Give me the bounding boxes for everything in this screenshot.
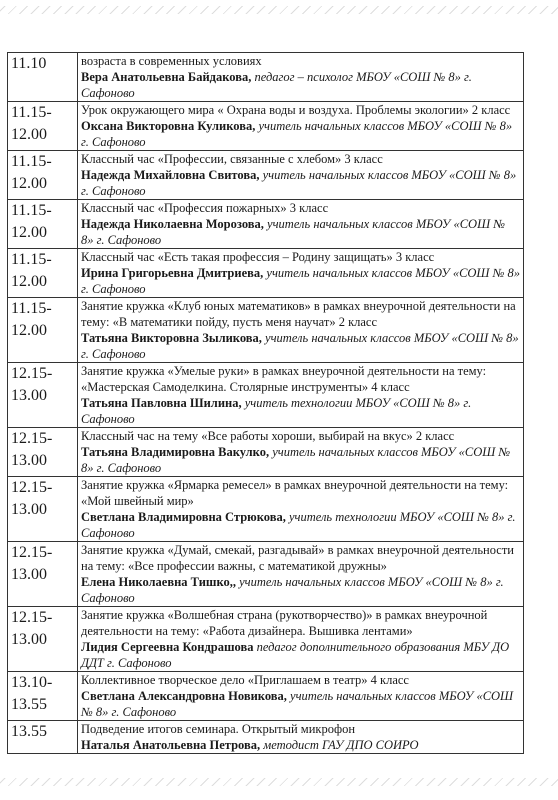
event-title: Занятие кружка «Думай, смекай, разгадывай» в рамках внеурочной деятельности на тему: «Все профессии важны, с математикой дружны» (81, 543, 514, 573)
event-title: Занятие кружка «Клуб юных математиков» в рамках внеурочной деятельности на тему: «В математики пойду, пусть меня научат» 2 класс (81, 299, 516, 329)
time-cell: 11.10 (8, 53, 78, 102)
schedule-row (8, 363, 524, 428)
presenter-name: Оксана Викторовна Куликова, (81, 119, 256, 133)
time-cell: 11.15- 12.00 (8, 151, 78, 200)
description-cell (78, 607, 524, 672)
presenter-role: педагог – психолог МБОУ «СОШ № 8» г. Сафоново (81, 70, 472, 100)
schedule-row (8, 53, 524, 102)
presenter-name: Наталья Анатольевна Петрова, (81, 738, 261, 752)
presenter-role: учитель начальных классов МБОУ «СОШ № 8» г. Сафоново (81, 689, 514, 719)
presenter-role: учитель начальных классов МБОУ «СОШ № 8» г. Сафоново (81, 168, 517, 198)
presenter-role: учитель технологии МБОУ «СОШ № 8» г. Сафоново (81, 510, 516, 540)
presenter-role: учитель начальных классов МБОУ «СОШ № 8» г. Сафоново (81, 266, 521, 296)
presenter-name: Татьяна Владимировна Вакулко, (81, 445, 270, 459)
event-title: Урок окружающего мира « Охрана воды и воздуха. Проблемы экологии» 2 класс (81, 103, 511, 117)
time-cell: 12.15- 13.00 (8, 607, 78, 672)
description-cell (78, 200, 524, 249)
event-title: Занятие кружка «Ярмарка ремесел» в рамках внеурочной деятельности на тему: «Мой швейный мир» (81, 478, 509, 508)
event-title: Классный час «Профессии, связанные с хлебом» 3 класс (81, 152, 383, 166)
description-cell (78, 102, 524, 151)
description-cell (78, 721, 524, 754)
presenter-role: учитель начальных классов МБОУ «СОШ № 8» г. Сафоново (81, 575, 504, 605)
time-cell: 12.15- 13.00 (8, 428, 78, 477)
time-cell: 11.15- 12.00 (8, 249, 78, 298)
presenter-name: Лидия Сергеевна Кондрашова (81, 640, 254, 654)
time-cell: 11.15- 12.00 (8, 200, 78, 249)
schedule-row (8, 542, 524, 607)
description-cell (78, 542, 524, 607)
presenter-name: Татьяна Викторовна Зыликова, (81, 331, 262, 345)
time-cell: 13.55 (8, 721, 78, 754)
scan-edge-bottom (0, 778, 558, 786)
schedule-row (8, 200, 524, 249)
description-cell (78, 672, 524, 721)
event-title: возраста в современных условиях (81, 54, 262, 68)
event-title: Коллективное творческое дело «Приглашаем в театр» 4 класс (81, 673, 409, 687)
time-cell: 12.15- 13.00 (8, 477, 78, 542)
presenter-role: учитель начальных классов МБОУ «СОШ № 8» г. Сафоново (81, 445, 511, 475)
schedule-row (8, 721, 524, 754)
presenter-name: Светлана Владимировна Стрюкова, (81, 510, 286, 524)
event-title: Занятие кружка «Умелые руки» в рамках внеурочной деятельности на тему: «Мастерская Самоделкина. Столярные инструменты» 4 класс (81, 364, 487, 394)
schedule-row (8, 249, 524, 298)
presenter-name: Надежда Михайловна Свитова, (81, 168, 260, 182)
description-cell (78, 298, 524, 363)
description-cell (78, 363, 524, 428)
presenter-name: Вера Анатольевна Байдакова, (81, 70, 252, 84)
presenter-role: учитель начальных классов МБОУ «СОШ № 8» г. Сафоново (81, 331, 519, 361)
time-cell: 12.15- 13.00 (8, 363, 78, 428)
schedule-row (8, 428, 524, 477)
event-title: Занятие кружка «Волшебная страна (рукотворчество)» в рамках внеурочной деятельности на тему: «Работа дизайнера. Вышивка лентами» (81, 608, 488, 638)
description-cell (78, 53, 524, 102)
presenter-role: учитель начальных классов МБОУ «СОШ № 8» г. Сафоново (81, 217, 506, 247)
time-cell: 12.15- 13.00 (8, 542, 78, 607)
presenter-role: учитель технологии МБОУ «СОШ № 8» г. Сафоново (81, 396, 472, 426)
schedule-row (8, 672, 524, 721)
schedule-row (8, 607, 524, 672)
presenter-role: педагог дополнительного образования МБУ ДО ДДТ г. Сафоново (81, 640, 510, 670)
time-cell: 11.15- 12.00 (8, 102, 78, 151)
event-title: Классный час «Профессия пожарных» 3 класс (81, 201, 329, 215)
schedule-row (8, 102, 524, 151)
schedule-table (7, 52, 524, 754)
presenter-name: Светлана Александровна Новикова, (81, 689, 287, 703)
presenter-name: Татьяна Павловна Шилина, (81, 396, 242, 410)
event-title: Подведение итогов семинара. Открытый микрофон (81, 722, 356, 736)
description-cell (78, 151, 524, 200)
event-title: Классный час «Есть такая профессия – Родину защищать» 3 класс (81, 250, 435, 264)
presenter-name: Ирина Григорьевна Дмитриева, (81, 266, 264, 280)
presenter-role: методист ГАУ ДПО СОИРО (263, 738, 419, 752)
description-cell (78, 477, 524, 542)
presenter-name: Елена Николаевна Тишко,, (81, 575, 236, 589)
time-cell: 11.15- 12.00 (8, 298, 78, 363)
time-cell: 13.10- 13.55 (8, 672, 78, 721)
presenter-role: учитель начальных классов МБОУ «СОШ № 8» г. Сафоново (81, 119, 513, 149)
scan-edge-top (0, 6, 558, 14)
presenter-name: Надежда Николаевна Морозова, (81, 217, 264, 231)
event-title: Классный час на тему «Все работы хороши, выбирай на вкус» 2 класс (81, 429, 455, 443)
schedule-row (8, 298, 524, 363)
schedule-body (8, 53, 524, 754)
description-cell (78, 428, 524, 477)
schedule-row (8, 477, 524, 542)
schedule-row (8, 151, 524, 200)
description-cell (78, 249, 524, 298)
